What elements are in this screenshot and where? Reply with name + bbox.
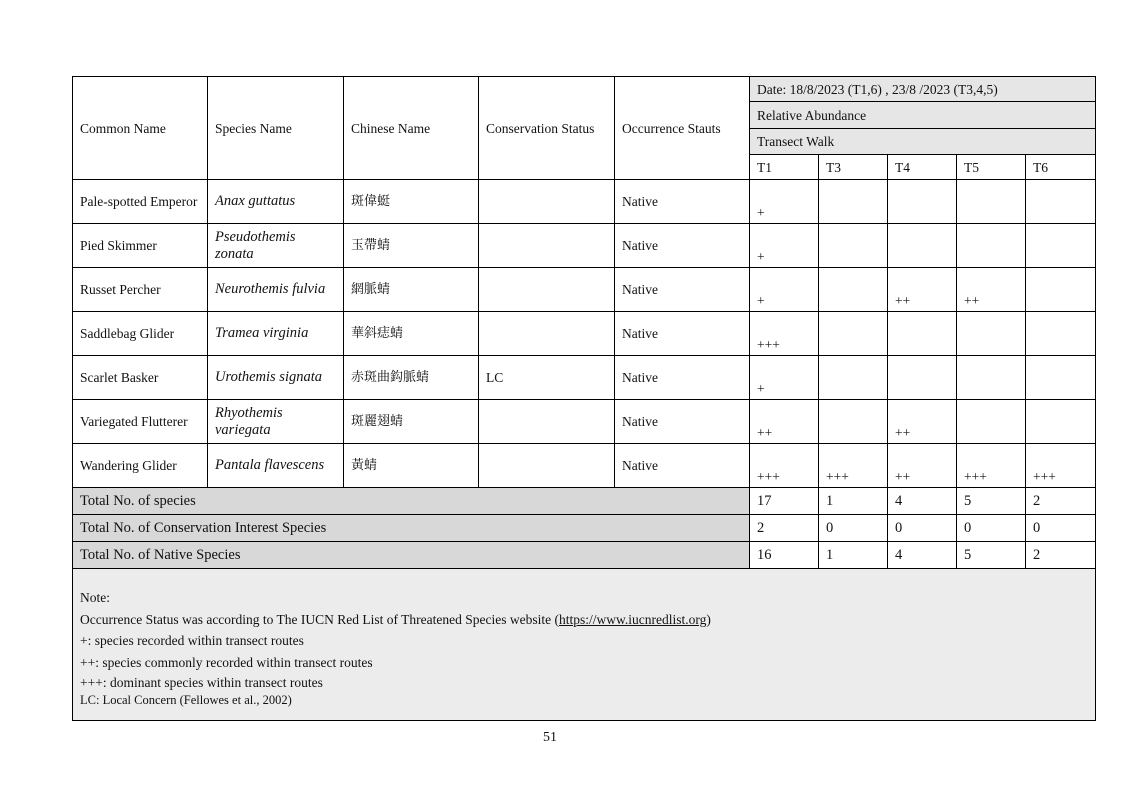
cell-abundance-t5: ++ — [957, 268, 1026, 312]
table-row — [73, 180, 1096, 224]
header-transect-walk: Transect Walk — [750, 129, 1096, 155]
cell-species-name: Neurothemis fulvia — [208, 268, 344, 312]
cell-abundance-t1: + — [750, 180, 819, 224]
total-label: Total No. of Conservation Interest Species — [73, 515, 750, 542]
cell-common-name: Saddlebag Glider — [73, 312, 208, 356]
cell-abundance-t4 — [888, 356, 957, 400]
header-common-name: Common Name — [73, 77, 208, 180]
iucn-link[interactable]: https://www.iucnredlist.org — [558, 611, 707, 627]
total-row — [73, 515, 1096, 542]
total-value: 1 — [819, 542, 888, 569]
cell-abundance-t3 — [819, 268, 888, 312]
cell-abundance-t4 — [888, 180, 957, 224]
cell-abundance-t3 — [819, 224, 888, 268]
cell-abundance-t5: +++ — [957, 444, 1026, 488]
cell-species-name: Pantala flavescens — [208, 444, 344, 488]
header-transect-t3: T3 — [819, 155, 888, 180]
cell-chinese-name: 網脈蜻 — [344, 268, 479, 312]
cell-conservation-status — [479, 180, 615, 224]
cell-abundance-t5 — [957, 312, 1026, 356]
header-species-name: Species Name — [208, 77, 344, 180]
cell-species-name: Tramea virginia — [208, 312, 344, 356]
notes-plus-2: ++: species commonly recorded within transect routes — [80, 654, 373, 670]
cell-conservation-status — [479, 312, 615, 356]
cell-occurrence-status: Native — [615, 224, 750, 268]
notes-occurrence-suffix: ) — [706, 611, 711, 627]
notes-occurrence — [80, 609, 1088, 631]
cell-abundance-t6 — [1026, 356, 1096, 400]
cell-abundance-t6 — [1026, 180, 1096, 224]
cell-abundance-t6 — [1026, 312, 1096, 356]
cell-abundance-t6 — [1026, 224, 1096, 268]
cell-common-name: Pied Skimmer — [73, 224, 208, 268]
cell-abundance-t1: + — [750, 224, 819, 268]
cell-species-name: Urothemis signata — [208, 356, 344, 400]
cell-abundance-t1: + — [750, 268, 819, 312]
notes-occurrence-text: Occurrence Status was according to The IUCN Red List of Threatened Species website ( — [80, 611, 559, 627]
total-value: 0 — [957, 515, 1026, 542]
header-chinese-name: Chinese Name — [344, 77, 479, 180]
total-value: 0 — [888, 515, 957, 542]
table-row — [73, 444, 1096, 488]
notes-plus-3: +++: dominant species within transect routes — [80, 675, 323, 690]
total-value: 2 — [1026, 542, 1096, 569]
cell-abundance-t6 — [1026, 400, 1096, 444]
header-conservation-status: Conservation Status — [479, 77, 615, 180]
page-number: 51 — [543, 730, 557, 745]
header-relative-abundance: Relative Abundance — [750, 102, 1096, 129]
total-value: 0 — [819, 515, 888, 542]
table-row — [73, 356, 1096, 400]
table-row — [73, 224, 1096, 268]
cell-abundance-t4 — [888, 312, 957, 356]
header-transect-t1: T1 — [750, 155, 819, 180]
header-transect-t6: T6 — [1026, 155, 1096, 180]
cell-common-name: Variegated Flutterer — [73, 400, 208, 444]
total-value: 0 — [1026, 515, 1096, 542]
header-transect-t5: T5 — [957, 155, 1026, 180]
total-value: 2 — [1026, 488, 1096, 515]
cell-occurrence-status: Native — [615, 400, 750, 444]
cell-chinese-name: 斑麗翅蜻 — [344, 400, 479, 444]
notes-title: Note: — [80, 590, 110, 605]
cell-abundance-t5 — [957, 400, 1026, 444]
total-value: 4 — [888, 488, 957, 515]
species-table — [72, 76, 1096, 721]
cell-conservation-status — [479, 224, 615, 268]
cell-abundance-t3: +++ — [819, 444, 888, 488]
cell-species-name: Rhyothemis variegata — [208, 400, 344, 444]
total-row — [73, 488, 1096, 515]
cell-occurrence-status: Native — [615, 180, 750, 224]
cell-abundance-t5 — [957, 224, 1026, 268]
cell-conservation-status — [479, 268, 615, 312]
cell-occurrence-status: Native — [615, 444, 750, 488]
total-label: Total No. of species — [73, 488, 750, 515]
table-row — [73, 268, 1096, 312]
total-value: 5 — [957, 542, 1026, 569]
cell-occurrence-status: Native — [615, 356, 750, 400]
cell-abundance-t3 — [819, 400, 888, 444]
cell-abundance-t3 — [819, 180, 888, 224]
header-date: Date: 18/8/2023 (T1,6) , 23/8 /2023 (T3,4,5) — [750, 77, 1096, 102]
cell-chinese-name: 黃蜻 — [344, 444, 479, 488]
cell-occurrence-status: Native — [615, 268, 750, 312]
cell-conservation-status: LC — [479, 356, 615, 400]
header-occurrence-status: Occurrence Stauts — [615, 77, 750, 180]
cell-species-name: Anax guttatus — [208, 180, 344, 224]
cell-abundance-t5 — [957, 180, 1026, 224]
notes-section — [73, 569, 1096, 721]
cell-chinese-name: 斑偉蜓 — [344, 180, 479, 224]
cell-common-name: Wandering Glider — [73, 444, 208, 488]
cell-abundance-t4: ++ — [888, 268, 957, 312]
total-value: 2 — [750, 515, 819, 542]
cell-abundance-t4: ++ — [888, 400, 957, 444]
table-row — [73, 400, 1096, 444]
notes-plus-1: +: species recorded within transect routes — [80, 633, 304, 648]
cell-abundance-t1: + — [750, 356, 819, 400]
cell-conservation-status — [479, 444, 615, 488]
total-value: 17 — [750, 488, 819, 515]
notes-lc: LC: Local Concern (Fellowes et al., 2002) — [80, 693, 292, 707]
cell-abundance-t4: ++ — [888, 444, 957, 488]
cell-abundance-t1: +++ — [750, 444, 819, 488]
total-value: 1 — [819, 488, 888, 515]
cell-abundance-t1: ++ — [750, 400, 819, 444]
cell-chinese-name: 玉帶蜻 — [344, 224, 479, 268]
header-transect-t4: T4 — [888, 155, 957, 180]
cell-abundance-t5 — [957, 356, 1026, 400]
total-row — [73, 542, 1096, 569]
cell-abundance-t1: +++ — [750, 312, 819, 356]
cell-conservation-status — [479, 400, 615, 444]
cell-occurrence-status: Native — [615, 312, 750, 356]
cell-common-name: Scarlet Basker — [73, 356, 208, 400]
total-value: 4 — [888, 542, 957, 569]
cell-common-name: Russet Percher — [73, 268, 208, 312]
cell-abundance-t3 — [819, 312, 888, 356]
cell-abundance-t6: +++ — [1026, 444, 1096, 488]
cell-common-name: Pale-spotted Emperor — [73, 180, 208, 224]
total-label: Total No. of Native Species — [73, 542, 750, 569]
cell-abundance-t3 — [819, 356, 888, 400]
cell-abundance-t6 — [1026, 268, 1096, 312]
total-value: 5 — [957, 488, 1026, 515]
cell-species-name: Pseudothemis zonata — [208, 224, 344, 268]
cell-abundance-t4 — [888, 224, 957, 268]
total-value: 16 — [750, 542, 819, 569]
table-row — [73, 312, 1096, 356]
cell-chinese-name: 華斜痣蜻 — [344, 312, 479, 356]
cell-chinese-name: 赤斑曲鈎脈蜻 — [344, 356, 479, 400]
